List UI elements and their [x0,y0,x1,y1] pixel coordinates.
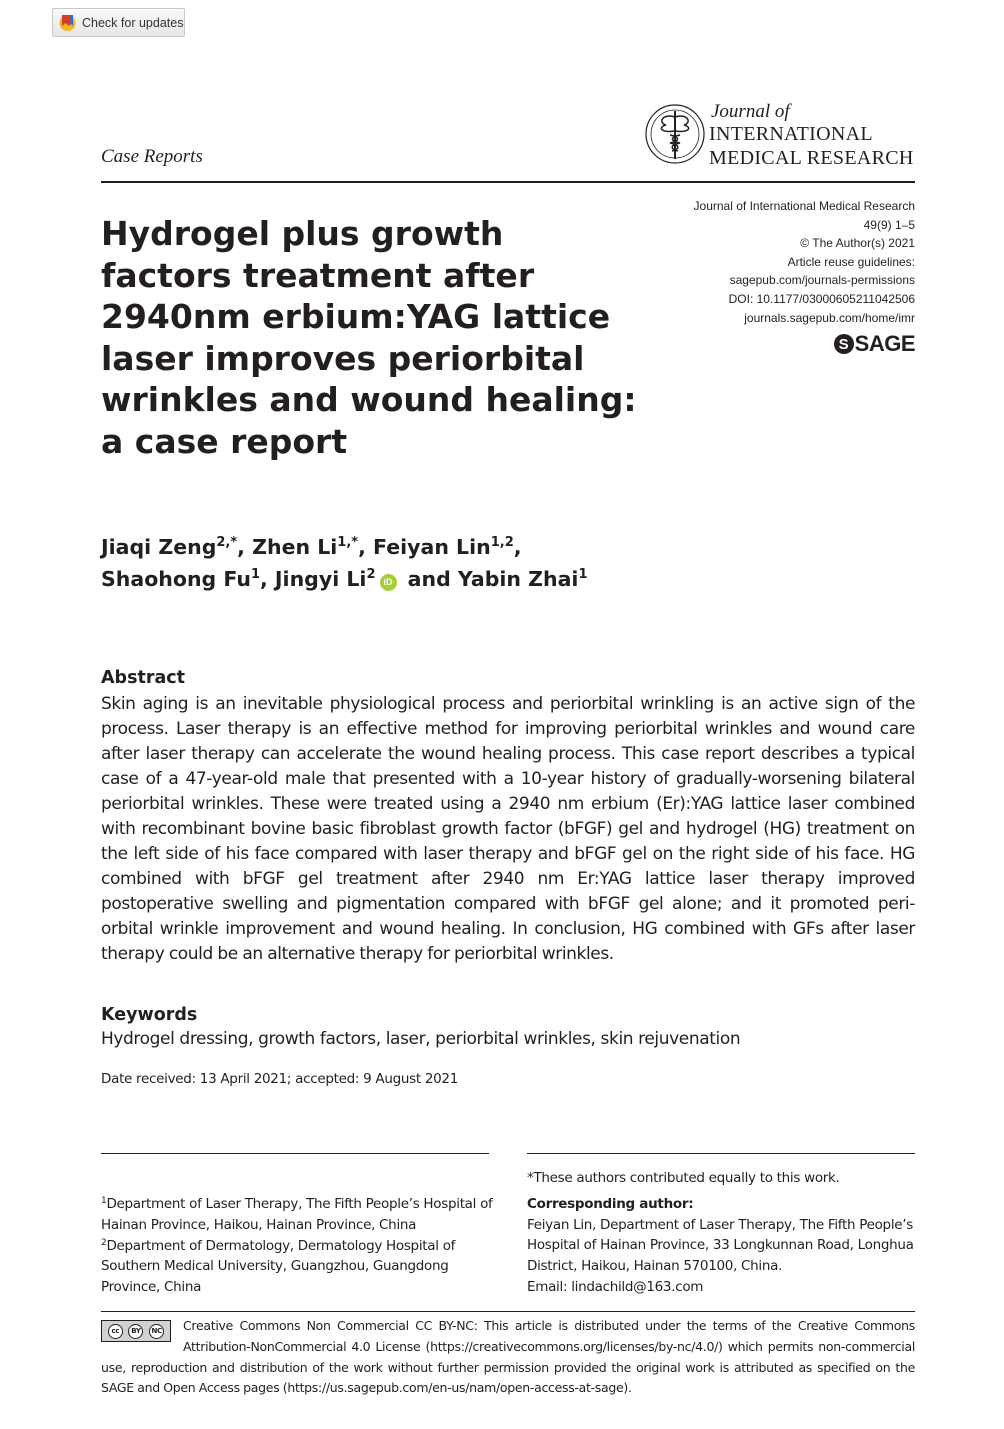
meta-permissions-link[interactable]: sagepub.com/journals-permissions [729,273,915,288]
orcid-icon[interactable]: iD [380,574,397,591]
meta-journal-link[interactable]: journals.sagepub.com/home/imr [744,310,915,325]
journal-logo-line3: MEDICAL RESEARCH [709,147,914,169]
check-for-updates-label: Check for updates [82,15,184,30]
author-name: Yabin Zhai [457,567,579,591]
author-affiliation: 2,* [216,535,238,550]
sage-logo [834,332,915,356]
affiliations [101,1194,496,1298]
affiliation-item: $^1$Department of Laser Therapy, The Fifth People’s Hospital of Hainan Province, Haikou, Hainan Province, China [101,1196,493,1233]
author-name: Zhen Li [252,535,338,559]
author-list: Jiaqi Zeng$^{2,*}$, Zhen $Li^{1,*}$, Feiyan Lin$^{1,2}$, Shaohong Fu$^1$, Jingyi Li$^2$ iD and Yabin Zhai$^1$ [101,535,588,591]
sage-logo-text: SAGE [854,331,915,356]
license-text: Creative Commons Non Commercial CC BY-NC: This article is distributed under the terms of the Creative Commons Attribution-NonCommercial 4.0 License (https://creativecommons.org/licenses/by-nc/4.0/) which permits non-commercial use, reproduction and distribution of the work without further permission provided the original work is attributed as specified on the SAGE and Open Access pages (https://us.sagepub.com/en-us/nam/open-access-at-sage). [101,1318,915,1396]
license-divider [101,1311,915,1312]
article-type-label: Case Reports [101,146,203,167]
article-meta [694,197,915,327]
header-divider [101,181,915,183]
abstract-heading: Abstract [101,668,186,688]
sage-s-icon: S [834,334,854,354]
nc-icon: NC [149,1324,164,1339]
meta-reuse-label: Article reuse guidelines: [787,254,915,269]
check-for-updates-button[interactable] [52,8,185,37]
correspondence [527,1168,922,1298]
author-affiliation: 1,* [337,535,359,550]
author-affiliation: 2 [366,567,376,582]
abstract-body: Skin aging is an inevitable physiological process and periorbital wrinkling is an active sign of the process. Laser therapy is an effective method for improving periorbital wrinkles and wound care after laser therapy can accelerate the wound healing process. This case report describes a typical case of a 47-year-old male that presented with a 10-year history of gradually-worsening bilateral periorbital wrinkles. These were treated using a 2940 nm erbium (Er):YAG lattice laser combined with recombinant bovine basic fibroblast growth factor (bFGF) gel and hydrogel (HG) treatment on the left side of his face compared with laser therapy and bFGF gel on the right side of his face. HG combined with bFGF gel treatment after 2940 nm Er:YAG lattice laser therapy improved postoperative swelling and pigmentation compared with bFGF gel alone; and it promoted peri-orbital wrinkle improvement and wound healing. In conclusion, HG combined with GFs after laser therapy could be an alternative therapy for periorbital wrinkles. [101,694,915,964]
journal-logo [644,101,919,171]
article-title: Hydrogel plus growth factors treatment after 2940nm erbium:YAG lattice laser improves periorbital wrinkles and wound healing: a case report [101,214,637,461]
received-accepted-dates: Date received: 13 April 2021; accepted: 9 August 2021 [101,1071,458,1087]
corresponding-author-email[interactable]: Email: lindachild@163.com [527,1278,704,1295]
corresponding-author-heading: Corresponding author: [527,1195,694,1212]
footnote-divider-left [101,1153,489,1154]
author-name: Jingyi Li [274,567,367,591]
author-affiliation: 1 [250,567,260,582]
keywords-heading: Keywords [101,1005,198,1025]
author-affiliation: 1 [578,567,588,582]
bookmark-update-icon [59,13,76,32]
author-name: Jiaqi Zeng [101,535,217,559]
author-name: Shaohong Fu [101,567,251,591]
meta-doi[interactable]: DOI: 10.1177/03000605211042506 [728,291,915,306]
caduceus-emblem-icon [644,103,706,165]
cc-icon: cc [108,1324,123,1339]
by-icon: BY [128,1324,143,1339]
license-statement [101,1316,915,1399]
meta-journal: Journal of International Medical Research [693,199,915,213]
affiliation-item: $^2$Department of Dermatology, Dermatology Hospital of Southern Medical University, Guangzhou, Guangdong Province, China [101,1237,456,1296]
equal-contribution-note: *These authors contributed equally to this work. [527,1170,840,1186]
journal-logo-line2: INTERNATIONAL [709,123,873,145]
meta-volume-pages: 49(9) 1–5 [863,217,915,232]
footnote-divider-right [527,1153,915,1154]
meta-copyright: © The Author(s) 2021 [800,236,915,251]
journal-logo-line1: Journal of [711,101,790,122]
cc-by-nc-badge[interactable] [101,1320,171,1342]
copyright-icon: © [800,236,810,251]
keywords-list: Hydrogel dressing, growth factors, laser, periorbital wrinkles, skin rejuvenation [101,1029,741,1049]
author-name: Feiyan Lin [373,535,491,559]
author-affiliation: 1,2 [490,535,514,550]
corresponding-author-address: Feiyan Lin, Department of Laser Therapy, The Fifth People’s Hospital of Hainan Province, 33 Longkunnan Road, Longhua District, Haikou, Hainan 570100, China. [527,1216,914,1275]
